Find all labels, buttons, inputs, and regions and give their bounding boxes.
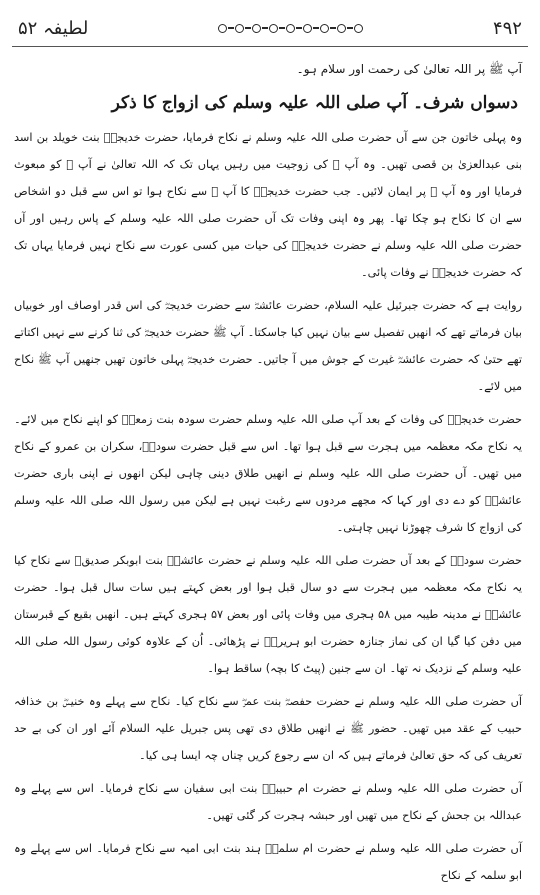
chapter-heading: دسواں شرف۔ آپ صلی اللہ علیہ وسلم کی ازواج کا ذکر — [111, 93, 518, 113]
header-ornament — [217, 24, 364, 33]
section-label: لطیفہ ۵۲ — [18, 17, 89, 39]
paragraph: آں حضرت صلی اللہ علیہ وسلم نے حضرت ام سلمہؓ ہند بنت ابی امیہ سے نکاح فرمایا۔ اس سے پہلے وہ ابو سلمہ کے نکاح — [14, 842, 522, 882]
page-header — [18, 14, 522, 42]
page-body — [14, 56, 522, 895]
intro-line: آپ ﷺ پر اللہ تعالیٰ کی رحمت اور سلام ہو۔ — [296, 62, 522, 76]
paragraph: حضرت خدیجہؓ کی وفات کے بعد آپ صلی اللہ علیہ وسلم حضرت سودہ بنت زمعہؓ کو اپنے نکاح میں لائے۔ یہ نکاح مکہ معظمہ میں ہجرت سے قبل ہوا تھا۔ اس سے قبل حضرت سودہؓ، سکران بن عمرو کے نکاح میں تھیں۔ آں حضرت صلی اللہ علیہ وسلم نے انھیں طلاق دینی چاہی لیکن انھوں نے اپنی باری حضرت عائشہؓ کو دے دی اور کہا کہ مجھے مردوں سے رغبت نہیں ہے لیکن میں رسول اللہ صلی اللہ علیہ وسلم کی ازواج کا شرف چھوڑنا نہیں چاہتی۔ — [14, 413, 522, 534]
paragraph: وہ پہلی خاتون جن سے آں حضرت صلی اللہ علیہ وسلم نے نکاح فرمایا، حضرت خدیجہؓ بنت خویلد بن اسد بنی عبدالعزیٰ بن قصی تھیں۔ وہ آپ ﷺ کی زوجیت میں رہیں یہاں تک کہ اللہ تعالیٰ نے آپ ﷺ کو مبعوث فرمایا اور وہ آپ ﷺ پر ایمان لائیں۔ جب حضرت خدیجہؓ کا آپ ﷺ سے نکاح ہوا تو اس سے قبل دو اشخاص سے ان کا نکاح ہو چکا تھا۔ پھر وہ اپنی وفات تک آں حضرت صلی اللہ علیہ وسلم کے پاس رہیں اور آں حضرت صلی اللہ علیہ وسلم نے حضرت خدیجہؓ کی حیات میں کسی عورت سے نکاح نہیں فرمایا یہاں تک کہ حضرت خدیجہؓ نے وفات پائی۔ — [14, 131, 522, 279]
paragraph: آں حضرت صلی اللہ علیہ وسلم نے حضرت ام حبیبہؓ بنت ابی سفیان سے نکاح فرمایا۔ اس سے پہلے وہ عبداللہ بن جحش کے نکاح میں تھیں اور حبشہ ہجرت کر گئی تھیں۔ — [14, 782, 522, 822]
header-divider — [12, 46, 528, 47]
paragraph: آں حضرت صلی اللہ علیہ وسلم نے حضرت حفصہؓ بنت عمرؓ سے نکاح کیا۔ نکاح سے پہلے وہ خنیسؓ بن خذافہ حبیب کے عقد میں تھیں۔ حضور ﷺ نے انھیں طلاق دی تھی پس جبریل علیہ السلام آئے اور ان کی بے حد تعریف کی کہ حق تعالیٰ فرماتے ہیں کہ ان سے رجوع کریں چناں چہ ایسا ہی کیا۔ — [14, 695, 522, 762]
paragraph: حضرت سودہؓ کے بعد آں حضرت صلی اللہ علیہ وسلم نے حضرت عائشہؓ بنت ابوبکر صدیقؓ سے نکاح کیا یہ نکاح مکہ معظمہ میں ہجرت سے دو سال قبل ہوا اور بعض کہتے ہیں سات سال قبل ہوا۔ حضرت عائشہؓ نے مدینہ طیبہ میں ۵۸ ہجری میں وفات پائی اور بعض ۵۷ ہجری کہتے ہیں۔ انھیں بقیع کے قبرستان میں دفن کیا گیا ان کی نماز جنازہ حضرت ابو ہریرہؓ نے پڑھائی۔ اُن کے علاوہ کوئی رسول اللہ صلی اللہ علیہ وسلم کے نزدیک نہ تھا۔ ان سے جنین (پیٹ کا بچہ) ساقط ہوا۔ — [14, 554, 522, 675]
paragraph: روایت ہے کہ حضرت جبرئیل علیہ السلام، حضرت عائشہؓ سے حضرت خدیجہؓ کی اس قدر اوصاف اور خوبیاں بیان فرماتے تھے کہ انھیں تفصیل سے بیان نہیں کیا جاسکتا۔ آپ ﷺ حضرت خدیجہؓ کی ثنا کرنے سے نہیں اکتاتے تھے حتیٰ کہ حضرت عائشہؓ غیرت کے جوش میں آ جاتیں۔ حضرت خدیجہؓ پہلی خاتون تھیں جنھیں آپ ﷺ نکاح میں لائے۔ — [14, 299, 522, 393]
page-number: ۴۹۲ — [492, 17, 522, 39]
